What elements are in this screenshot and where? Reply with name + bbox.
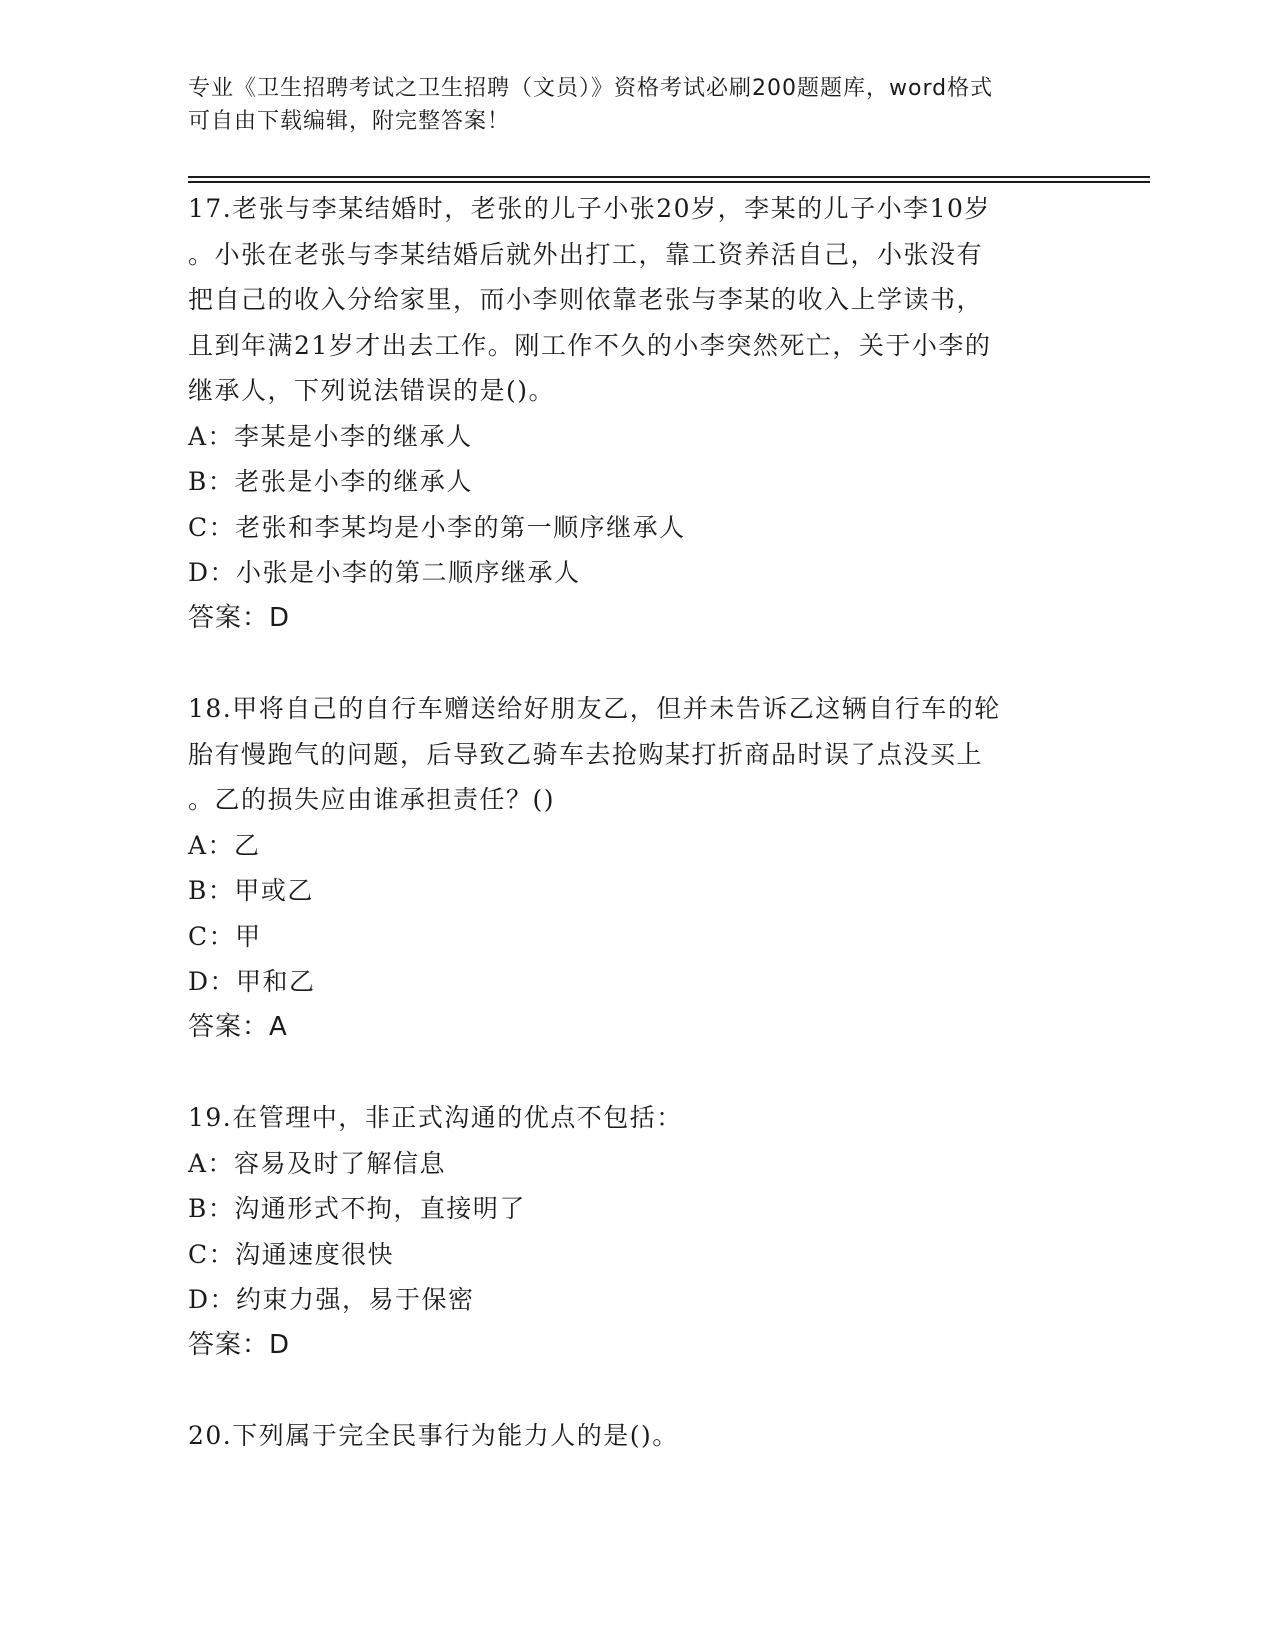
question-line: 继承人，下列说法错误的是()。: [188, 376, 556, 405]
option-a: A：乙: [188, 830, 261, 860]
question-line: 17.老张与李某结婚时，老张的儿子小张20岁，李某的儿子小李10岁: [188, 194, 991, 223]
question-text: [188, 686, 1088, 823]
question-text: [188, 186, 1088, 414]
question-line: 且到年满21岁才出去工作。刚工作不久的小李突然死亡，关于小李的: [188, 330, 992, 360]
option-c: C：甲: [188, 921, 262, 951]
question-text: [188, 1095, 1088, 1141]
question-17: [188, 186, 1088, 641]
answer-label: 答案：D: [188, 1329, 291, 1360]
option-c: C：老张和李某均是小李的第一顺序继承人: [188, 512, 686, 542]
question-line: 19.在管理中，非正式沟通的优点不包括：: [188, 1103, 683, 1132]
question-line: 。乙的损失应由谁承担责任？(): [188, 785, 556, 814]
question-line: 18.甲将自己的自行车赠送给好朋友乙，但并未告诉乙这辆自行车的轮: [188, 694, 1001, 723]
answer-label: 答案：A: [188, 1011, 288, 1042]
question-20: [188, 1413, 1088, 1459]
question-list: [188, 186, 1088, 1459]
header-line: 可自由下载编辑，附完整答案！: [188, 109, 511, 134]
question-line: 胎有慢跑气的问题，后导致乙骑车去抢购某打折商品时误了点没买上: [188, 739, 984, 769]
answer-label: 答案：D: [188, 602, 291, 633]
header-divider: [188, 176, 1150, 178]
option-b: B：甲或乙: [188, 876, 314, 905]
question-line: 把自己的收入分给家里，而小李则依靠老张与李某的收入上学读书，: [188, 285, 984, 314]
option-d: D：约束力强，易于保密: [188, 1285, 475, 1314]
option-a: A：李某是小李的继承人: [188, 421, 473, 451]
question-line: 。小张在老张与李某结婚后就外出打工，靠工资养活自己，小张没有: [188, 239, 984, 269]
question-text: [188, 1413, 1088, 1459]
option-d: D：小张是小李的第二顺序继承人: [188, 558, 581, 587]
option-a: A：容易及时了解信息: [188, 1148, 447, 1178]
header-divider: [188, 181, 1150, 183]
question-line: 20.下列属于完全民事行为能力人的是()。: [188, 1421, 679, 1450]
option-c: C：沟通速度很快: [188, 1239, 395, 1269]
header-line: 专业《卫生招聘考试之卫生招聘（文员）》资格考试必刷200题题库，word格式: [188, 76, 994, 101]
question-18: [188, 686, 1088, 1050]
option-d: D：甲和乙: [188, 967, 316, 996]
option-b: B：老张是小李的继承人: [188, 467, 473, 496]
question-19: [188, 1095, 1088, 1368]
document-header: [188, 72, 1088, 138]
option-b: B：沟通形式不拘，直接明了: [188, 1194, 526, 1223]
